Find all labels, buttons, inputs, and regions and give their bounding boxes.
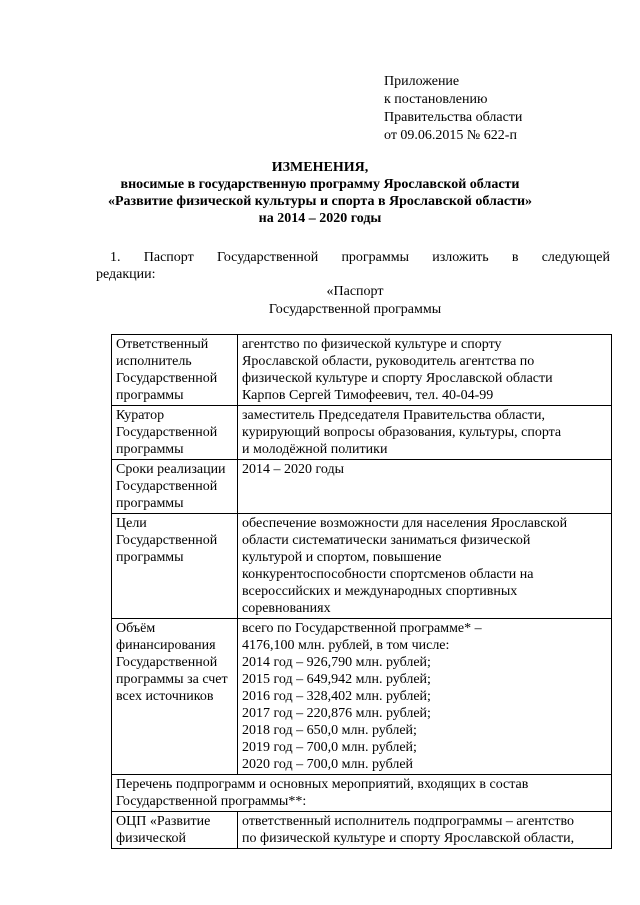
label-line: всех источников (116, 689, 214, 704)
value-line: всего по Государственной программе* – (242, 621, 482, 636)
row-value (238, 514, 612, 619)
value-line: 2019 год – 700,0 млн. рублей; (242, 740, 417, 755)
value-line: 4176,100 млн. рублей, в том числе: (242, 638, 450, 653)
value-line: 2014 год – 926,790 млн. рублей; (242, 655, 431, 670)
table-row (112, 619, 612, 775)
label-line: программы (116, 388, 184, 403)
title-line: вносимые в государственную программу Ярославской области (120, 177, 520, 192)
label-line: Государственной (116, 533, 218, 548)
label-line: физической (116, 831, 186, 846)
row-label (112, 406, 238, 460)
paragraph-line: 1. Паспорт Государственной программы изложить в следующей (110, 250, 610, 265)
row-value (238, 619, 612, 775)
table-row (112, 514, 612, 619)
document-title (40, 159, 600, 227)
label-line: Объём (116, 621, 156, 636)
row-label (112, 812, 238, 849)
value-line: 2017 год – 220,876 млн. рублей; (242, 706, 431, 721)
value-line: соревнованиях (242, 601, 331, 616)
label-line: Государственной (116, 479, 218, 494)
title-line: ИЗМЕНЕНИЯ, (271, 160, 369, 175)
subprograms-heading (112, 775, 612, 812)
title-line: на 2014 – 2020 годы (258, 211, 382, 226)
passport-heading (200, 283, 510, 319)
row-label (112, 460, 238, 514)
value-line: Ярославской области, руководитель агентства по (242, 354, 535, 369)
value-line: конкурентоспособности спортсменов области на (242, 567, 534, 582)
label-line: Цели (116, 516, 147, 531)
value-line: 2014 – 2020 годы (242, 462, 345, 477)
passport-heading-line: «Паспорт (326, 284, 384, 299)
value-line: области систематически заниматься физической (242, 533, 531, 548)
value-line: заместитель Председателя Правительства области, (242, 408, 546, 423)
appendix-line: от 09.06.2015 № 622-п (384, 128, 517, 143)
table-row (112, 812, 612, 849)
value-line: всероссийских и международных спортивных (242, 584, 518, 599)
value-line: и молодёжной политики (242, 442, 388, 457)
label-line: Государственной (116, 425, 218, 440)
span-line: Государственной программы**: (116, 794, 307, 809)
label-line: Куратор (116, 408, 165, 423)
passport-table (111, 334, 612, 849)
label-line: финансирования (116, 638, 216, 653)
value-line: культурой и спортом, повышение (242, 550, 442, 565)
label-line: программы (116, 496, 184, 511)
appendix-line: Правительства области (384, 110, 523, 125)
label-line: исполнитель (116, 354, 192, 369)
label-line: программы за счет (116, 672, 228, 687)
row-value (238, 812, 612, 849)
body-paragraph (110, 249, 610, 266)
table-row (112, 460, 612, 514)
value-line: 2015 год – 649,942 млн. рублей; (242, 672, 431, 687)
value-line: ответственный исполнитель подпрограммы – агентство (242, 814, 575, 829)
row-value (238, 460, 612, 514)
row-label (112, 335, 238, 406)
value-line: 2020 год – 700,0 млн. рублей (242, 757, 414, 772)
span-line: Перечень подпрограмм и основных мероприятий, входящих в состав (116, 777, 529, 792)
appendix-line: к постановлению (384, 92, 488, 107)
table-row (112, 335, 612, 406)
row-label (112, 619, 238, 775)
value-line: агентство по физической культуре и спорту (242, 337, 502, 352)
value-line: по физической культуре и спорту Ярославской области, (242, 831, 575, 846)
value-line: курирующий вопросы образования, культуры, спорта (242, 425, 562, 440)
label-line: программы (116, 550, 184, 565)
label-line: Государственной (116, 371, 218, 386)
table-row-subprograms (112, 775, 612, 812)
row-value (238, 335, 612, 406)
appendix-header (384, 73, 624, 145)
row-value (238, 406, 612, 460)
value-line: обеспечение возможности для населения Ярославской (242, 516, 568, 531)
value-line: 2016 год – 328,402 млн. рублей; (242, 689, 431, 704)
body-paragraph-continuation (96, 266, 596, 283)
value-line: 2018 год – 650,0 млн. рублей; (242, 723, 417, 738)
label-line: Государственной (116, 655, 218, 670)
value-line: Карпов Сергей Тимофеевич, тел. 40-04-99 (242, 388, 494, 403)
label-line: Ответственный (116, 337, 209, 352)
value-line: физической культуре и спорту Ярославской области (242, 371, 553, 386)
appendix-line: Приложение (384, 74, 460, 89)
passport-heading-line: Государственной программы (268, 302, 442, 317)
label-line: ОЦП «Развитие (116, 814, 211, 829)
title-line: «Развитие физической культуры и спорта в Ярославской области» (107, 194, 533, 209)
paragraph-line: редакции: (96, 267, 156, 282)
label-line: программы (116, 442, 184, 457)
table-row (112, 406, 612, 460)
row-label (112, 514, 238, 619)
label-line: Сроки реализации (116, 462, 226, 477)
